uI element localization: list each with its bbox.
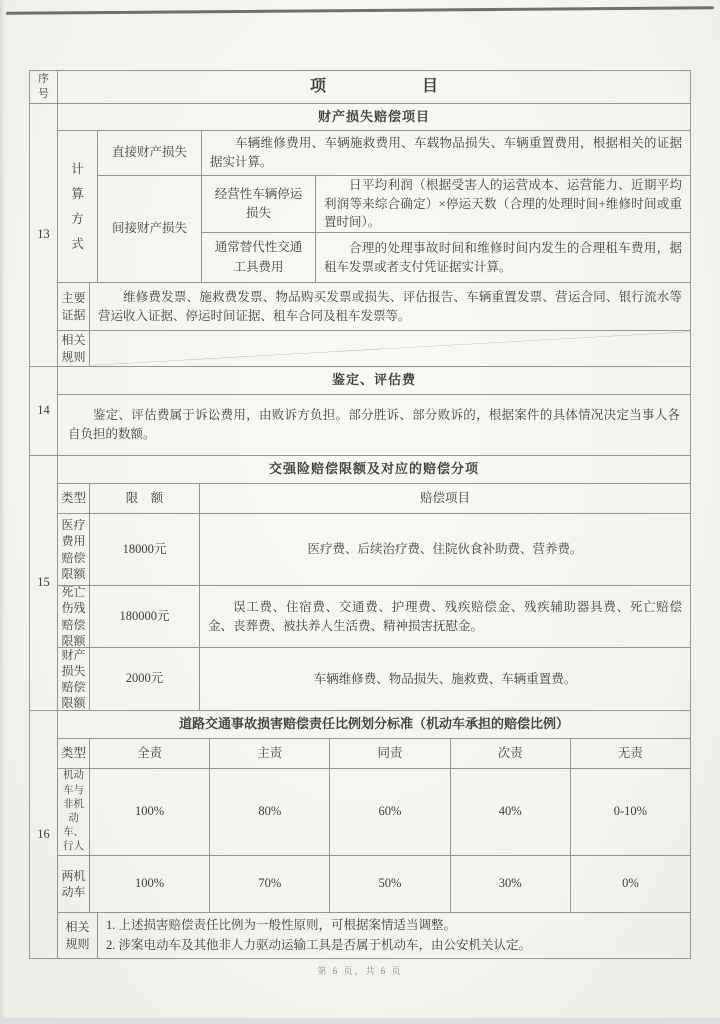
s16-r2-full: 100% xyxy=(90,856,210,912)
section-15-header-row xyxy=(58,484,690,514)
rules-16-label-cell xyxy=(58,913,98,958)
section-14-body: 鉴定、评估费属于诉讼费用，由败诉方负担。部分胜诉、部分败诉的，根据案件的具体情况决定当事人各自负担的数额。 xyxy=(68,408,680,441)
seq-15: 15 xyxy=(30,456,58,710)
stop-loss-desc-cell xyxy=(316,176,690,232)
scan-left-shadow xyxy=(0,0,5,1024)
section-14-title: 鉴定、评估费 xyxy=(58,367,690,395)
s15-death-limit: 180000元 xyxy=(90,586,200,647)
s16-r1-equal: 60% xyxy=(330,769,450,855)
section-14 xyxy=(30,366,690,455)
section-15-title: 交强险赔偿限额及对应的赔偿分项 xyxy=(58,456,690,484)
transport-desc-cell xyxy=(316,233,690,282)
scan-edge-artifact xyxy=(6,6,714,15)
s16-r1-type: 机动车与非机动车、行人 xyxy=(63,770,84,853)
s15-medical-items: 医疗费、后续治疗费、住院伙食补助费、营养费。 xyxy=(307,542,583,557)
rules-16-item-1: 1. 上述损害赔偿责任比例为一般性原则，可根据案情适当调整。 xyxy=(106,918,457,933)
diagonal-line xyxy=(90,331,690,366)
section-15 xyxy=(30,455,690,710)
page-footer: 第 6 页，共 6 页 xyxy=(317,966,403,976)
s15-property-limit: 2000元 xyxy=(90,648,200,710)
s16-header-full: 全责 xyxy=(90,739,210,768)
s15-medical-type-cell xyxy=(58,514,90,585)
rules-16-item-2: 2. 涉案电动车及其他非人力驱动运输工具是否属于机动车，由公安机关认定。 xyxy=(106,937,532,952)
s15-death-type-cell xyxy=(58,586,90,647)
evidence-desc: 维修费发票、施救费发票、物品购买发票或损失、评估报告、车辆重置发票、营运合同、银行流水等营运收入证据、停运时间证据、租车合同及租车发票等。 xyxy=(98,289,682,323)
section-13 xyxy=(30,103,690,366)
evidence-label: 主要证据 xyxy=(61,291,86,322)
evidence-row xyxy=(58,283,690,331)
section-13-title: 财产损失赔偿项目 xyxy=(58,104,690,131)
table-header-row xyxy=(30,71,690,103)
indirect-loss-row xyxy=(98,176,690,282)
seq-header-cell xyxy=(30,71,58,103)
stop-loss-row xyxy=(202,176,690,233)
evidence-desc-cell xyxy=(90,283,690,330)
direct-loss-label: 直接财产损失 xyxy=(98,131,202,175)
seq-13: 13 xyxy=(30,104,58,366)
s15-medical-limit: 18000元 xyxy=(90,514,200,585)
seq-14: 14 xyxy=(30,367,58,455)
seq-header-label: 序号 xyxy=(38,73,49,100)
transport-desc: 合理的处理事故时间和维修时间内发生的合理租车费用，据租车发票或者支付凭证据实计算。 xyxy=(324,240,682,274)
s16-header-major: 主责 xyxy=(210,739,330,768)
s15-row-death xyxy=(58,586,690,648)
s15-row-medical xyxy=(58,514,690,586)
s16-r2-none: 0% xyxy=(622,876,639,891)
rules-16-body xyxy=(98,913,690,958)
s16-r2-type-cell xyxy=(58,856,90,912)
s16-header-type: 类型 xyxy=(58,739,90,768)
stop-loss-label: 经营性车辆停运损失 xyxy=(202,176,316,232)
transport-row xyxy=(202,233,690,282)
s15-death-type: 死亡伤残赔偿限额 xyxy=(61,585,86,648)
empty-diagonal-cell xyxy=(90,331,690,366)
calc-method-label-cell xyxy=(58,131,98,282)
s15-property-items-cell xyxy=(200,648,690,710)
s15-header-type: 类型 xyxy=(58,484,90,513)
stop-loss-desc: 日平均利润（根据受害人的运营成本、运营能力、近期平均利润等来综合确定）×停运天数（合理的处理时间+维修时间或重置时间）。 xyxy=(324,177,682,230)
transport-label: 通常替代性交通工具费用 xyxy=(202,233,316,282)
rules-16-label: 相关规则 xyxy=(65,920,90,951)
rules-row-16 xyxy=(58,913,690,958)
s16-r1-full: 100% xyxy=(90,769,210,855)
rules-row-13 xyxy=(58,331,690,366)
section-16-title: 道路交通事故损害赔偿责任比例划分标准（机动车承担的赔偿比例） xyxy=(58,711,690,739)
section-16-header-row xyxy=(58,739,690,769)
item-header-cell: 项 目 xyxy=(309,77,438,95)
evidence-label-cell xyxy=(58,283,90,330)
s16-header-minor: 次责 xyxy=(451,739,571,768)
s15-header-limit: 限 额 xyxy=(90,484,200,513)
direct-loss-desc-cell xyxy=(202,131,690,175)
calc-method-label: 计算方式 xyxy=(71,161,84,251)
compensation-table xyxy=(29,70,691,959)
s15-medical-type: 医疗费用赔偿限额 xyxy=(61,518,86,581)
rules-13-label: 相关规则 xyxy=(61,333,86,364)
s15-property-type: 财产损失赔偿限额 xyxy=(61,647,86,711)
section-14-body-cell xyxy=(58,395,690,455)
rules-13-label-cell xyxy=(58,331,90,366)
s16-r2-equal: 50% xyxy=(330,856,450,912)
s16-header-equal: 同责 xyxy=(330,739,450,768)
s16-r2-minor: 30% xyxy=(451,856,571,912)
direct-loss-desc: 车辆维修费用、车辆施救费用、车载物品损失、车辆重置费用，根据相关的证据据实计算。 xyxy=(210,136,682,169)
s16-row-two-motors xyxy=(58,856,690,913)
s15-medical-items-cell xyxy=(200,514,690,585)
scan-bottom-shadow xyxy=(0,1018,720,1024)
s15-death-items-cell xyxy=(200,586,690,647)
s16-r1-none: 0-10% xyxy=(613,804,648,819)
s16-r1-major: 80% xyxy=(210,769,330,855)
section-16 xyxy=(30,710,690,958)
s16-r2-type: 两机动车 xyxy=(61,868,86,899)
seq-16: 16 xyxy=(30,711,58,958)
s16-row-motor-vs-nonmotor xyxy=(58,769,690,856)
s15-property-items: 车辆维修费、物品损失、施救费、车辆重置费。 xyxy=(313,671,577,686)
indirect-loss-label: 间接财产损失 xyxy=(98,176,202,282)
calc-method-block xyxy=(58,131,690,283)
s15-property-type-cell xyxy=(58,648,90,710)
s16-r2-major: 70% xyxy=(210,856,330,912)
s16-r1-type-cell xyxy=(58,769,90,855)
s16-header-none: 无责 xyxy=(617,745,643,760)
s15-row-property xyxy=(58,648,690,710)
direct-loss-row xyxy=(98,131,690,176)
s15-death-items: 误工费、住宿费、交通费、护理费、残疾赔偿金、残疾辅助器具费、死亡赔偿金、丧葬费、被扶养人生活费、精神损害抚慰金。 xyxy=(208,599,682,633)
s16-r1-minor: 40% xyxy=(451,769,571,855)
s15-header-items: 赔偿项目 xyxy=(419,490,470,505)
